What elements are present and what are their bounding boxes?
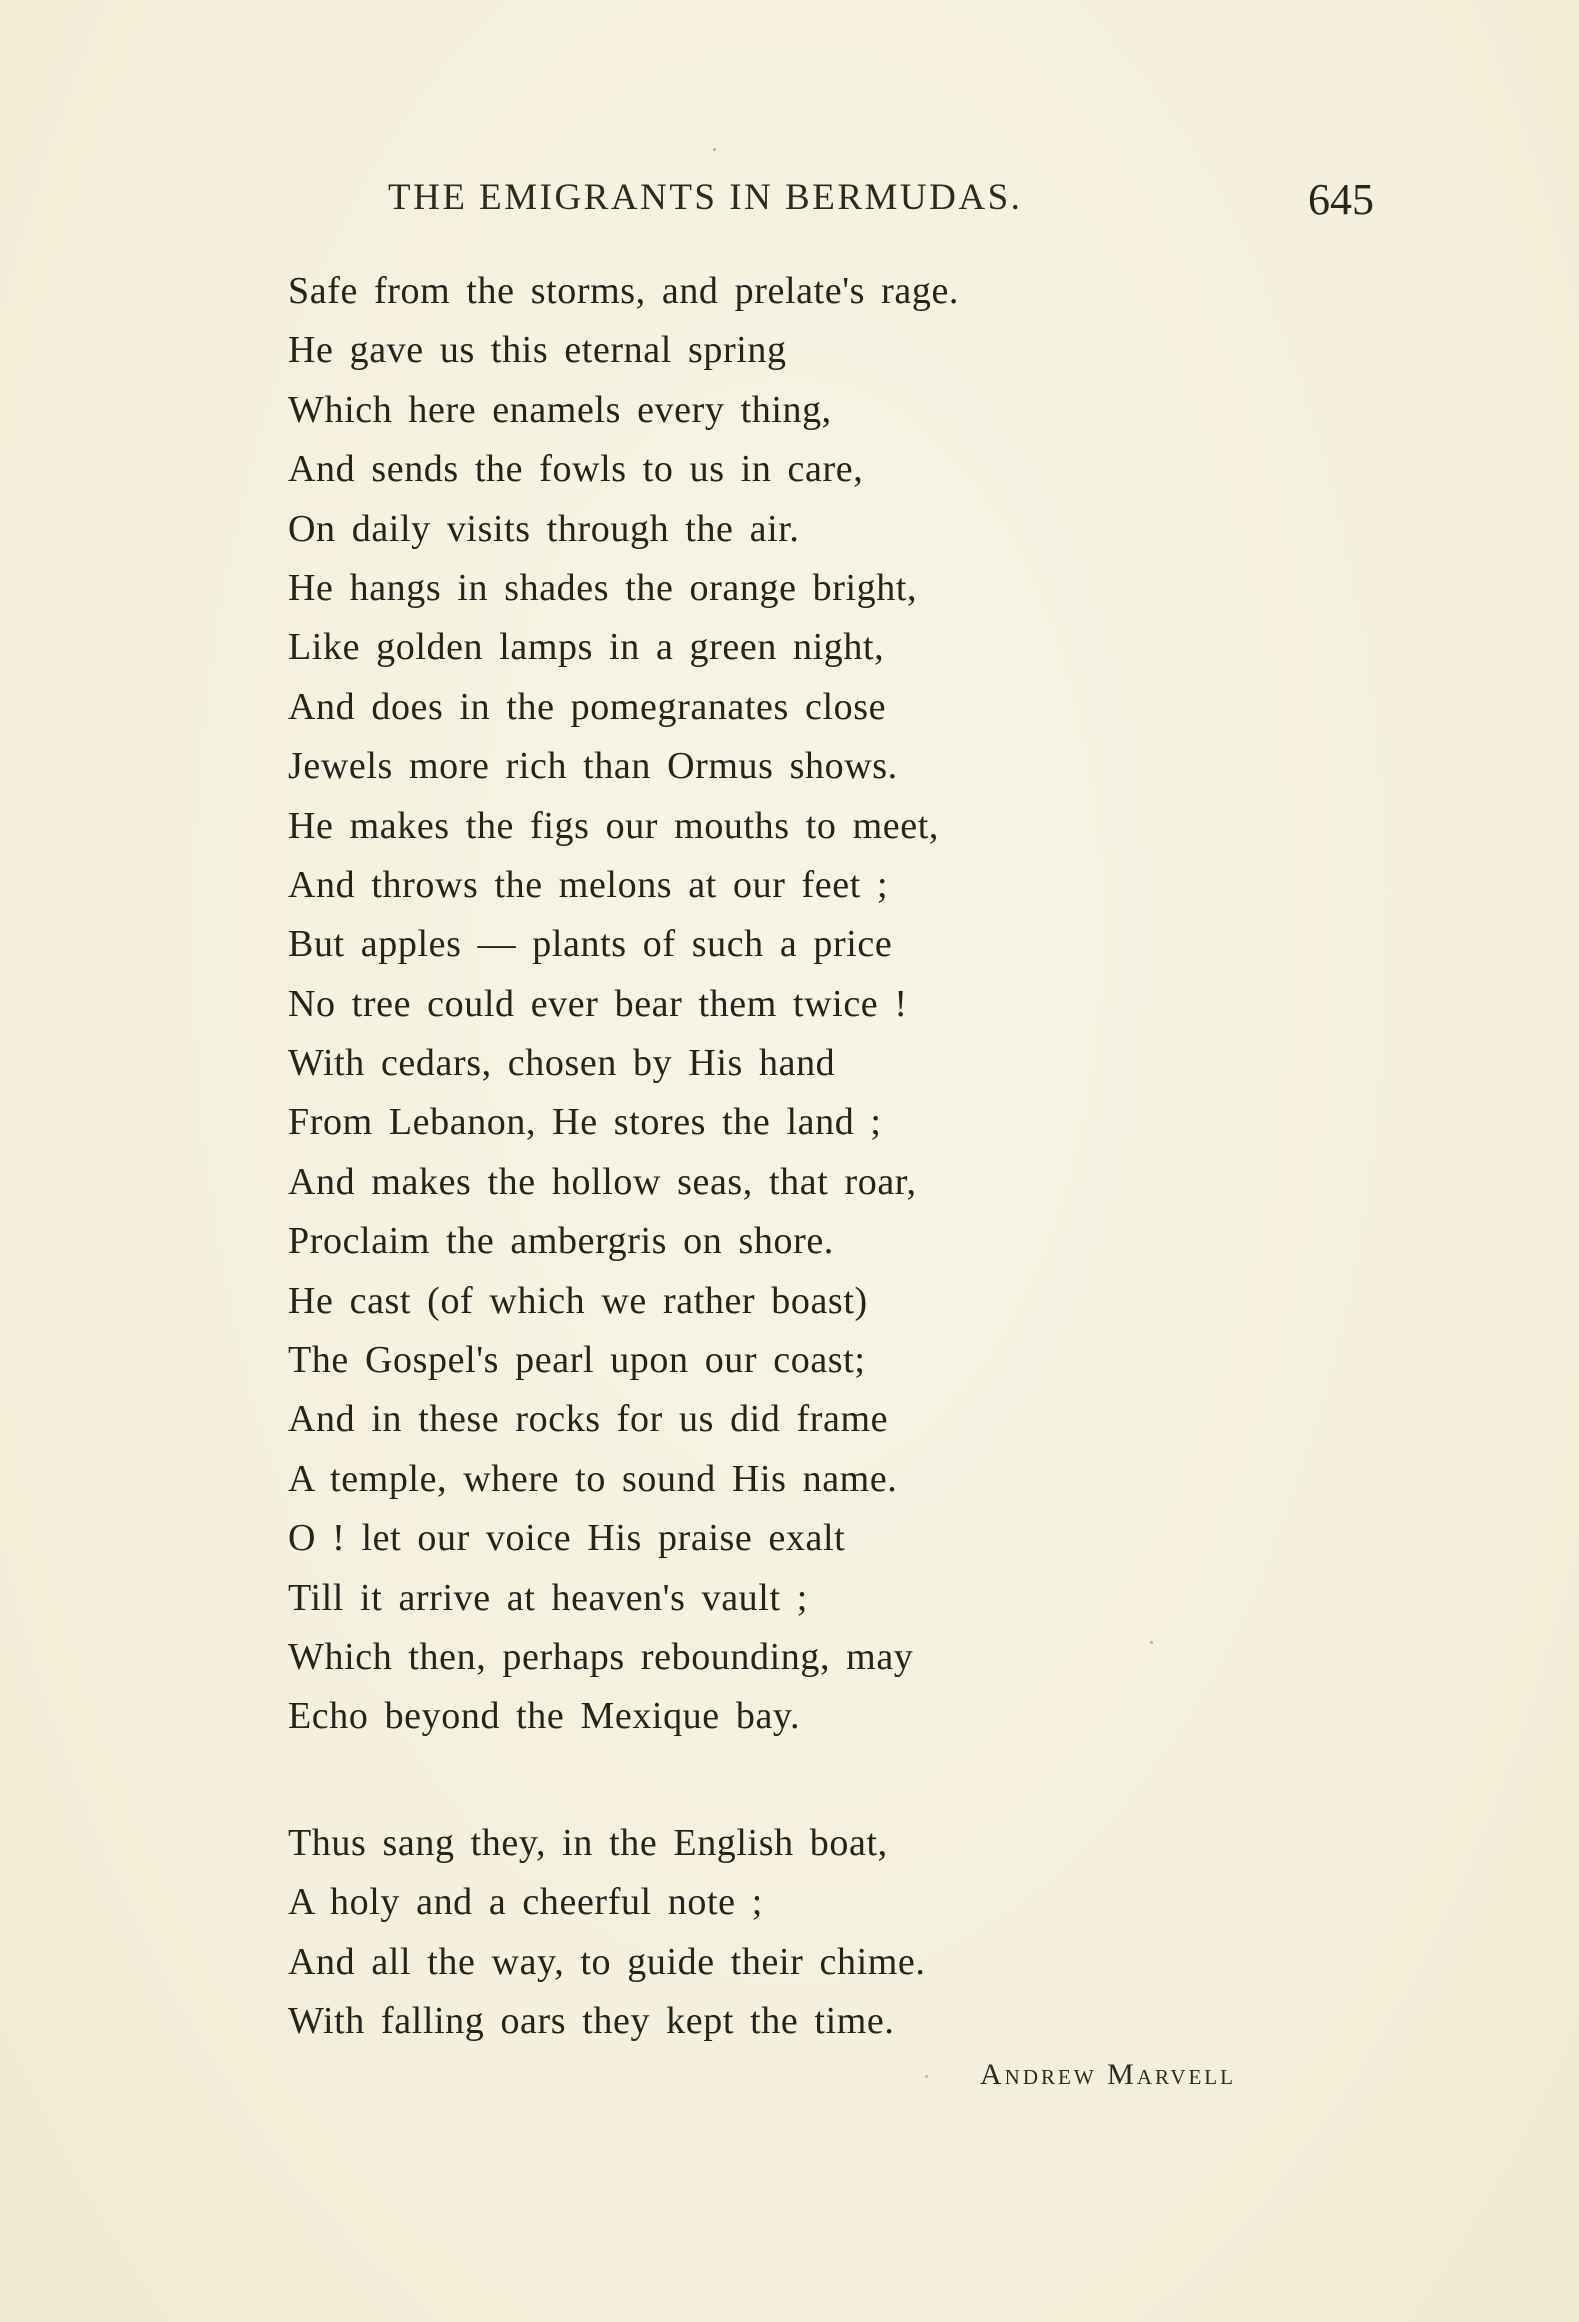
poem-line: He hangs in shades the orange bright, bbox=[288, 566, 918, 609]
poem-line: He cast (of which we rather boast) bbox=[288, 1279, 868, 1322]
paper-speck bbox=[1150, 1641, 1153, 1644]
poem-line: Jewels more rich than Ormus shows. bbox=[288, 745, 898, 788]
poem-line: Which here enamels every thing, bbox=[288, 388, 832, 431]
running-title: THE EMIGRANTS IN BERMUDAS. bbox=[388, 177, 1023, 218]
paper-speck bbox=[713, 148, 716, 151]
poem-line: And does in the pomegranates close bbox=[288, 685, 887, 728]
poem-line: Which then, perhaps rebounding, may bbox=[288, 1635, 914, 1678]
poem-line: And in these rocks for us did frame bbox=[288, 1398, 889, 1441]
poem-line: With falling oars they kept the time. bbox=[288, 2000, 895, 2043]
poem-line: Safe from the storms, and prelate's rage. bbox=[288, 270, 960, 312]
poem-stanza-1 bbox=[288, 262, 1188, 1747]
poem-line: He makes the figs our mouths to meet, bbox=[288, 804, 939, 847]
poem-line: And makes the hollow seas, that roar, bbox=[288, 1160, 917, 1203]
running-header bbox=[388, 168, 1388, 228]
author-attribution: Andrew Marvell bbox=[980, 2058, 1236, 2091]
poem-line: No tree could ever bear them twice ! bbox=[288, 982, 908, 1025]
poem-stanza-2 bbox=[288, 1814, 1188, 2052]
poem-line: O ! let our voice His praise exalt bbox=[288, 1517, 846, 1560]
poem-line: A temple, where to sound His name. bbox=[288, 1457, 898, 1500]
poem-line: The Gospel's pearl upon our coast; bbox=[288, 1339, 866, 1382]
poem-line: From Lebanon, He stores the land ; bbox=[288, 1101, 882, 1144]
poem-line: On daily visits through the air. bbox=[288, 507, 800, 550]
paper-speck bbox=[925, 2075, 928, 2078]
poem-line: He gave us this eternal spring bbox=[288, 329, 787, 372]
poem-line: Thus sang they, in the English boat, bbox=[288, 1822, 888, 1864]
poem-line: Proclaim the ambergris on shore. bbox=[288, 1220, 834, 1263]
poem-line: And all the way, to guide their chime. bbox=[288, 1940, 926, 1983]
poem-line: With cedars, chosen by His hand bbox=[288, 1042, 836, 1085]
poem-line: Echo beyond the Mexique bay. bbox=[288, 1695, 801, 1738]
poem-line: And throws the melons at our feet ; bbox=[288, 863, 889, 906]
poem-line: Till it arrive at heaven's vault ; bbox=[288, 1576, 808, 1619]
poem-line: And sends the fowls to us in care, bbox=[288, 448, 864, 491]
poem-line: But apples — plants of such a price bbox=[288, 923, 893, 966]
poem-line: Like golden lamps in a green night, bbox=[288, 626, 885, 669]
page-number: 645 bbox=[1308, 175, 1374, 224]
poem-line: A holy and a cheerful note ; bbox=[288, 1881, 763, 1924]
